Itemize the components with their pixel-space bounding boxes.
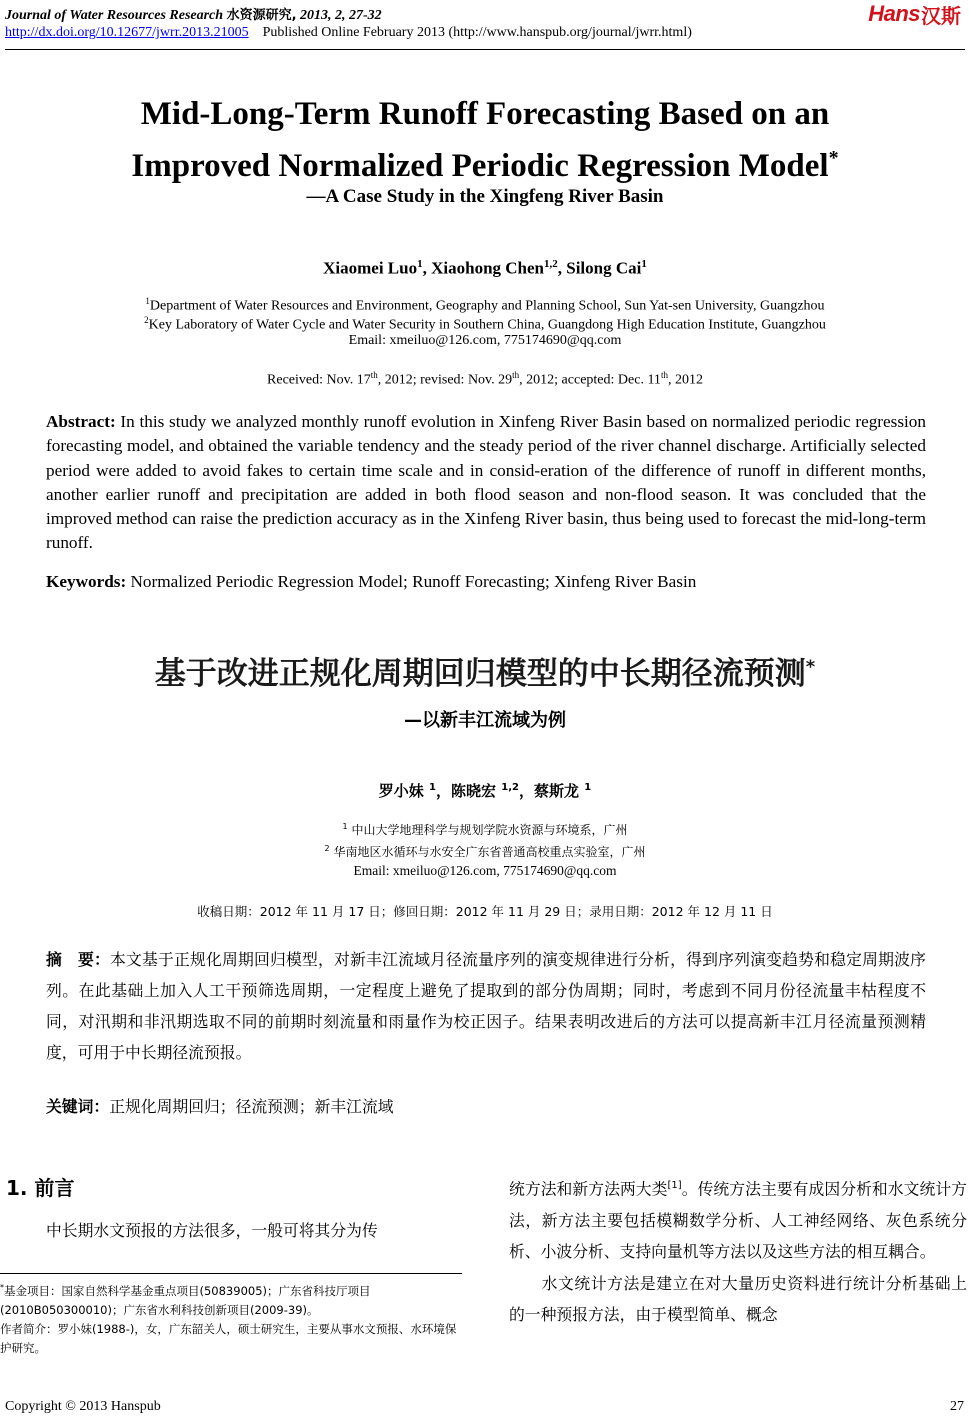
author-name: Xiaohong Chen bbox=[431, 258, 544, 278]
journal-volume: 2013, 2, 27-32 bbox=[296, 8, 382, 23]
author-aff: 1 bbox=[584, 782, 592, 793]
english-title-line1: Mid-Long-Term Runoff Forecasting Based on an bbox=[140, 96, 830, 132]
english-title bbox=[0, 92, 970, 188]
english-affiliation-2 bbox=[0, 315, 970, 334]
english-affiliation-1 bbox=[0, 296, 970, 315]
aff-number: 1 bbox=[342, 822, 348, 831]
journal-name: Journal of Water Resources Research bbox=[5, 8, 224, 23]
title-footnote-mark: * bbox=[828, 147, 839, 169]
chinese-authors bbox=[0, 780, 970, 801]
aff-text: Department of Water Resources and Environment, Geography and Planning School, Sun Yat-sen University, Guangzhou bbox=[149, 298, 825, 314]
author-aff: 1 bbox=[429, 782, 436, 793]
footnote bbox=[0, 1278, 462, 1358]
aff-text: 中山大学地理科学与规划学院水资源与环境系，广州 bbox=[351, 823, 628, 837]
chinese-email: Email: xmeiluo@126.com, 775174690@qq.com bbox=[353, 863, 617, 878]
abstract-label: Abstract: bbox=[46, 412, 116, 431]
abstract-body: 本文基于正规化周期回归模型，对新丰江流域月径流量序列的演变规律进行分析，得到序列演变趋势和稳定周期波序列。在此基础上加入人工干预筛选周期，一定程度上避免了提取到的部分伪周期；同时，考虑到不同月份径流量丰枯程度不同，对汛期和非汛期选取不同的前期时刻流量和雨量作为校正因子。结果表明改进后的方法可以提高新丰江月径流量预测精度，可用于中长期径流预报。 bbox=[46, 950, 926, 1062]
english-subtitle: —A Case Study in the Xingfeng River Basin bbox=[306, 186, 664, 207]
doi-link[interactable]: http://dx.doi.org/10.12677/jwrr.2013.21005 bbox=[5, 25, 249, 40]
author-aff: 1,2 bbox=[501, 782, 519, 793]
aff-number: 1 bbox=[145, 296, 150, 306]
english-title-line2: Improved Normalized Periodic Regression Model bbox=[131, 148, 829, 184]
footnote-divider bbox=[0, 1273, 462, 1274]
received-text: Received: Nov. 17 bbox=[267, 372, 371, 388]
copyright: Copyright © 2013 Hanspub bbox=[5, 1399, 161, 1414]
intro-paragraph-1 bbox=[509, 1170, 967, 1268]
english-authors bbox=[0, 258, 970, 279]
author-sep: ， bbox=[518, 782, 534, 800]
published-online: Published Online February 2013 (http://www.hanspub.org/journal/jwrr.html) bbox=[262, 25, 692, 40]
journal-header bbox=[5, 2, 965, 50]
ordinal: th bbox=[660, 370, 668, 380]
author-sep: , bbox=[557, 258, 567, 278]
aff-text: 华南地区水循环与水安全广东省普通高校重点实验室，广州 bbox=[333, 845, 646, 859]
english-received-dates bbox=[0, 370, 970, 389]
ordinal: th bbox=[512, 370, 520, 380]
paragraph-text: 统方法和新方法两大类 bbox=[509, 1179, 668, 1199]
chinese-subtitle: —以新丰江流域为例 bbox=[404, 710, 566, 731]
author-bio-note: 作者简介：罗小妹(1988-)，女，广东韶关人，硕士研究生，主要从事水文预报、水环境保护研究。 bbox=[0, 1321, 457, 1355]
author-aff: 1,2 bbox=[544, 258, 558, 270]
author-sep: , bbox=[422, 258, 432, 278]
intro-right-column bbox=[509, 1170, 967, 1331]
chinese-title bbox=[0, 648, 970, 693]
chinese-keywords bbox=[46, 1094, 926, 1117]
hans-logo bbox=[868, 2, 961, 26]
aff-number: 2 bbox=[324, 844, 330, 853]
author-sep: ， bbox=[436, 782, 452, 800]
author-name: 陈晓宏 bbox=[451, 782, 502, 800]
logo-cn: 汉斯 bbox=[921, 3, 961, 28]
intro-paragraph-left: 中长期水文预报的方法很多，一般可将其分为传 bbox=[46, 1221, 378, 1240]
chinese-title-text: 基于改进正规化周期回归模型的中长期径流预测 bbox=[154, 656, 806, 692]
citation-ref[interactable]: [1] bbox=[667, 1180, 682, 1191]
funding-note: 基金项目：国家自然科学基金重点项目(50839005)；广东省科技厅项目(2010B050300010)；广东省水利科技创新项目(2009-39)。 bbox=[0, 1283, 371, 1317]
title-footnote-mark: * bbox=[805, 656, 816, 678]
english-keywords bbox=[46, 572, 926, 592]
year-text: , 2012 bbox=[667, 372, 703, 388]
keywords-body: 正规化周期回归；径流预测；新丰江流域 bbox=[109, 1097, 394, 1116]
chinese-received-dates: 收稿日期：2012 年 11 月 17 日；修回日期：2012 年 11 月 29 日；录用日期：2012 年 12 月 11 日 bbox=[197, 904, 773, 919]
ordinal: th bbox=[370, 370, 378, 380]
abstract-body: In this study we analyzed monthly runoff evolution in Xinfeng River Basin based on normalized periodic regression forecasting model, and obtained the variable tendency and the steady period of the river channel discharge. Artificially selected period were added to avoid fakes to certain time scale and in consid-eration of the difference of runoff in different months, another earlier runoff and precipitation are added in both flood season and non-flood season. It was concluded that the improved method can raise the prediction accuracy as in the Xinfeng River basin, thus being used to forecast the mid-long-term runoff. bbox=[46, 412, 926, 553]
keywords-label: Keywords: bbox=[46, 572, 127, 591]
doi-line bbox=[5, 25, 692, 41]
author-name: Silong Cai bbox=[566, 258, 642, 278]
footnote-mark: * bbox=[0, 1283, 4, 1292]
aff-text: Key Laboratory of Water Cycle and Water Security in Southern China, Guangdong High Education Institute, Guangzhou bbox=[148, 317, 826, 333]
author-aff: 1 bbox=[641, 258, 647, 270]
keywords-label: 关键词： bbox=[46, 1097, 110, 1116]
paragraph-text: 。传统方法主要有成因分析和水文统计方法，新方法主要包括模糊数学分析、人工神经网络、灰色系统分析、小波分析、支持向量机等方法以及这些方法的相互耦合。 bbox=[509, 1179, 967, 1262]
keywords-body: Normalized Periodic Regression Model; Runoff Forecasting; Xinfeng River Basin bbox=[130, 572, 697, 591]
page-number: 27 bbox=[950, 1399, 964, 1414]
revised-text: , 2012; revised: Nov. 29 bbox=[377, 372, 513, 388]
author-aff: 1 bbox=[417, 258, 423, 270]
paragraph-text: 水文统计方法是建立在对大量历史资料进行统计分析基础上的一种预报方法，由于模型简单、概念 bbox=[509, 1273, 967, 1325]
author-name: Xiaomei Luo bbox=[323, 258, 418, 278]
journal-citation bbox=[5, 4, 382, 24]
author-name: 罗小妹 bbox=[378, 782, 430, 800]
logo-latin: Hans bbox=[868, 1, 920, 26]
accepted-text: , 2012; accepted: Dec. 11 bbox=[519, 372, 661, 388]
english-abstract bbox=[46, 410, 926, 556]
section-heading: 1. 前言 bbox=[6, 1176, 75, 1200]
author-name: 蔡斯龙 bbox=[533, 782, 585, 800]
aff-number: 2 bbox=[144, 315, 149, 325]
journal-name-cn: 水资源研究, bbox=[226, 8, 297, 23]
chinese-affiliation-2 bbox=[0, 843, 970, 860]
intro-paragraph-2 bbox=[509, 1268, 967, 1331]
chinese-abstract bbox=[46, 944, 926, 1068]
chinese-affiliation-1 bbox=[0, 821, 970, 838]
english-email: Email: xmeiluo@126.com, 775174690@qq.com bbox=[348, 333, 622, 348]
abstract-label: 摘 要： bbox=[46, 950, 111, 969]
